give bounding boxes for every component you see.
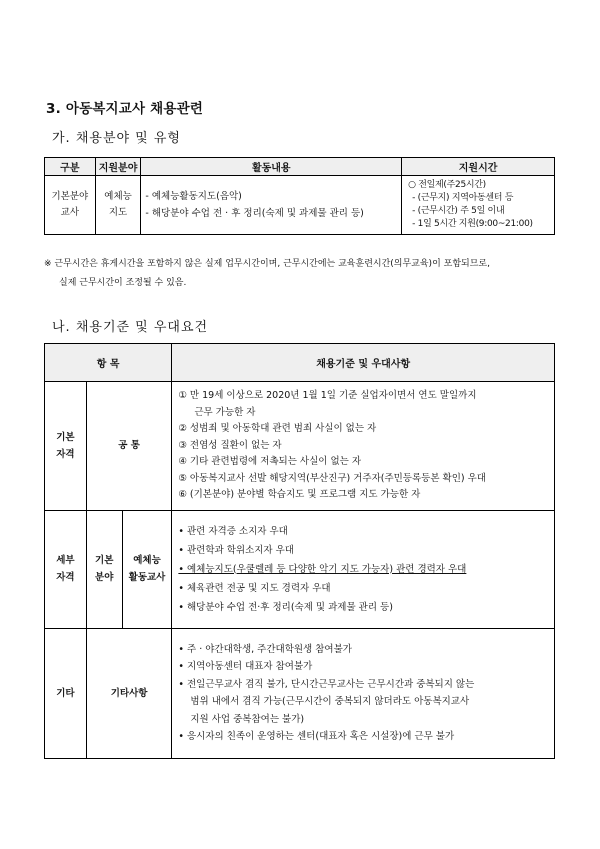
detail-sub1-line: 분야	[95, 572, 114, 583]
criteria-item: • 지역아동센터 대표자 참여불가	[178, 661, 313, 672]
criteria-item: ① 만 19세 이상으로 2020년 1월 1일 기준 실업자이면서 연도 말일까지	[178, 390, 477, 401]
table-header-row	[45, 344, 555, 382]
note-line: ※ 근무시간은 휴게시간을 포함하지 않은 실제 업무시간이며, 근무시간에는 교육훈련시간(의무교육)이 포함되므로,	[44, 259, 490, 269]
hours-item: - (근무지) 지역아동센터 등	[412, 193, 514, 203]
header-criteria: 채용기준 및 우대사항	[172, 344, 555, 382]
header-field: 지원분야	[95, 158, 141, 176]
category-cell	[45, 176, 96, 235]
section-title: 3. 아동복지교사 채용관련	[46, 101, 204, 117]
table-row-detail	[45, 510, 555, 628]
criteria-item: ⑤ 아동복지교사 선발 해당지역(부산진구) 거주자(주민등록등본 확인) 우대	[178, 472, 486, 484]
header-activity: 활동내용	[141, 158, 402, 176]
subsection-title-recruitment-type: 가. 채용분야 및 유형	[52, 131, 181, 146]
other-label: 기타	[45, 628, 87, 758]
other-sub-label: 기타사항	[86, 628, 172, 758]
detail-sub2-line: 활동교사	[128, 572, 166, 583]
table-header-row	[45, 158, 555, 176]
criteria-item: • 주 · 야간대학생, 주간대학원생 참여불가	[178, 643, 352, 655]
detail-sub1-line: 기본	[95, 555, 114, 566]
activity-cell	[141, 176, 402, 235]
criteria-item: ④ 기타 관련법령에 저촉되는 사실이 없는 자	[178, 456, 362, 467]
criteria-item-continued: 근무 가능한 자	[194, 406, 256, 418]
basic-label-line: 기본	[56, 431, 75, 443]
subsection-title-criteria: 나. 채용기준 및 우대요건	[52, 320, 209, 335]
criteria-item-underlined: • 예체능지도(우쿨렐레 등 다양한 악기 지도 가능자) 관련 경력자 우대	[178, 563, 467, 575]
header-hours: 지원시간	[402, 158, 555, 176]
hours-cell	[402, 176, 555, 235]
basic-sub-label: 공 통	[86, 382, 172, 511]
criteria-item: ⑥ (기본분야) 분야별 학습지도 및 프로그램 지도 가능한 자	[178, 489, 421, 500]
field-line: 예체능	[104, 191, 132, 202]
note-line: 실제 근무시간이 조정될 수 있음.	[59, 278, 187, 288]
category-line: 교사	[60, 207, 80, 218]
criteria-item: • 응시자의 친족이 운영하는 센터(대표자 혹은 시설장)에 근무 불가	[178, 731, 455, 742]
criteria-item: • 관련 자격증 소지자 우대	[178, 525, 288, 537]
criteria-item: • 전일근무교사 겸직 불가, 단시간근무교사는 근무시간과 중복되지 않는	[178, 678, 475, 690]
header-category: 구분	[45, 158, 96, 176]
detail-label	[45, 510, 87, 628]
criteria-item: ② 성범죄 및 아동학대 관련 범죄 사실이 없는 자	[178, 423, 377, 434]
criteria-item-continued: 지원 사업 중복참여는 불가)	[190, 713, 305, 725]
field-line: 지도	[108, 207, 128, 218]
basic-label-line: 자격	[56, 448, 75, 460]
hours-item: ○ 전일제(주25시간)	[408, 180, 486, 190]
detail-sub-label-1	[86, 510, 122, 628]
table-row-basic	[45, 382, 555, 511]
table-row	[45, 176, 555, 235]
criteria-item: • 관련학과 학위소지자 우대	[178, 544, 294, 556]
detail-label-line: 세부	[56, 555, 75, 566]
other-criteria-cell	[172, 628, 555, 758]
table-row-other	[45, 628, 555, 758]
detail-criteria-cell	[172, 510, 555, 628]
criteria-item: • 해당분야 수업 전·후 정리(숙제 및 과제물 관리 등)	[178, 601, 393, 613]
category-line: 기본분야	[51, 191, 89, 202]
criteria-item-continued: 범위 내에서 겸직 가능(근무시간이 중복되지 않더라도 아동복지교사	[190, 696, 470, 707]
criteria-table	[44, 343, 555, 759]
hours-item: - (근무시간) 주 5일 이내	[412, 206, 505, 216]
recruitment-type-table	[44, 157, 555, 235]
hours-item: - 1일 5시간 지원(9:00~21:00)	[412, 219, 533, 229]
detail-sub2-line: 예체능	[133, 555, 161, 566]
field-cell	[95, 176, 141, 235]
activity-item: - 예체능활동지도(음악)	[145, 191, 242, 202]
detail-label-line: 자격	[56, 572, 75, 583]
criteria-item: • 체육관련 전공 및 지도 경력자 우대	[178, 582, 331, 594]
activity-item: - 해당분야 수업 전 · 후 정리(숙제 및 과제물 관리 등)	[145, 208, 364, 219]
basic-criteria-cell	[172, 382, 555, 511]
working-hours-note	[44, 255, 564, 293]
basic-label	[45, 382, 87, 511]
criteria-item: ③ 전염성 질환이 없는 자	[178, 439, 282, 451]
header-item: 항 목	[45, 344, 172, 382]
detail-sub-label-2	[122, 510, 172, 628]
